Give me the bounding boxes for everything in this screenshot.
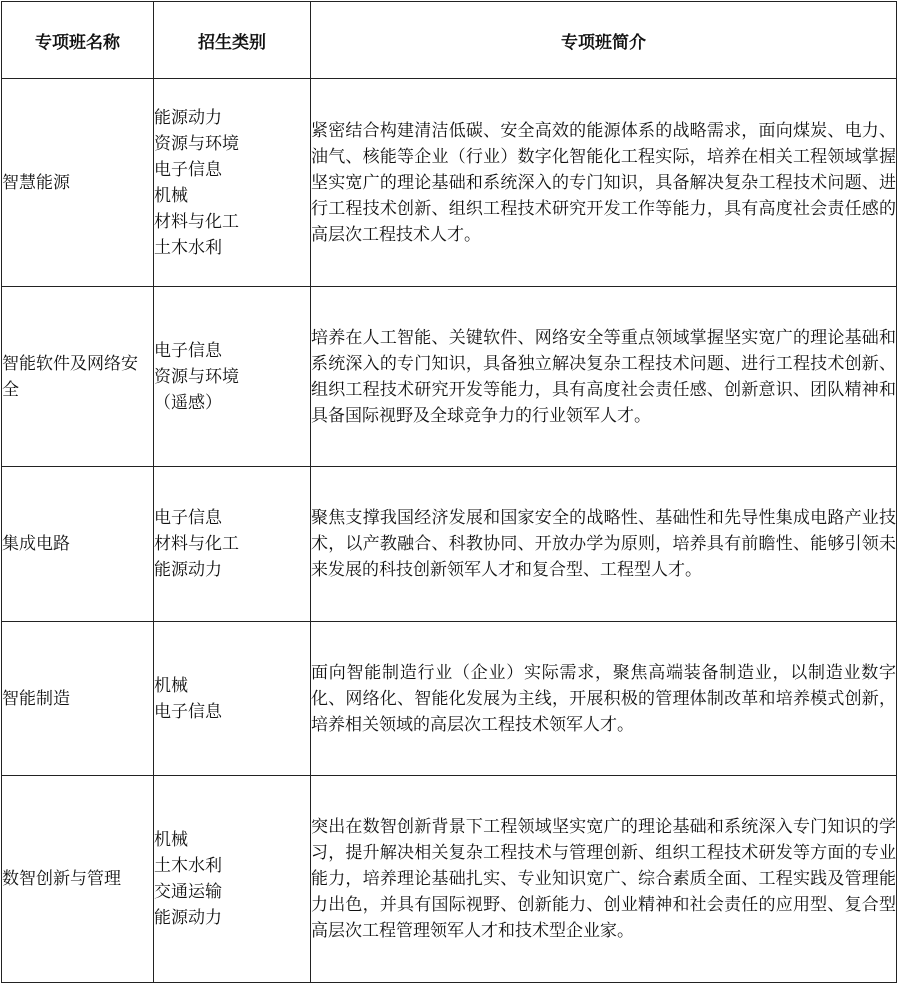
program-description: 突出在数智创新背景下工程领域坚实宽广的理论基础和系统深入专门知识的学习，提升解决相关复杂工程技术与管理创新、组织工程技术研发等方面的专业能力，培养理论基础扎实、专业知识宽广、综合素质全面、工程实践及管理能力出色，并具有国际视野、创新能力、创业精神和社会责任的应用型、复合型高层次工程管理领军人才和技术型企业家。 (311, 776, 897, 983)
category-list (154, 79, 311, 287)
header-program-name: 专项班名称 (2, 2, 154, 79)
table-row (2, 79, 897, 287)
category-list (154, 622, 311, 776)
program-name: 智能制造 (2, 622, 154, 776)
category-item: 材料与化工 (154, 534, 239, 554)
category-list (154, 467, 311, 622)
category-item: 能源动力 (154, 908, 222, 928)
category-list (154, 776, 311, 983)
program-name: 集成电路 (2, 467, 154, 622)
program-description: 紧密结合构建清洁低碳、安全高效的能源体系的战略需求，面向煤炭、电力、油气、核能等企业（行业）数字化智能化工程实际，培养在相关工程领域掌握坚实宽广的理论基础和系统深入的专门知识，具备解决复杂工程技术问题、进行工程技术创新、组织工程技术研究开发工作等能力，具有高度社会责任感的高层次工程技术人才。 (311, 79, 897, 287)
table-row (2, 287, 897, 467)
category-item: 土木水利 (154, 237, 222, 258)
header-enrollment-category: 招生类别 (154, 2, 311, 79)
table-row (2, 622, 897, 776)
category-item: 电子信息 (154, 340, 222, 361)
category-item: 电子信息 (154, 159, 222, 180)
category-item: 交通运输 (154, 882, 222, 902)
category-item: 机械 (154, 830, 188, 850)
category-item: 材料与化工 (154, 211, 239, 232)
category-item: 资源与环境 (154, 366, 239, 387)
category-item: 机械 (154, 185, 188, 206)
category-item: （遥感） (154, 392, 222, 413)
category-item: 电子信息 (154, 701, 222, 722)
program-table (1, 1, 897, 983)
program-description: 聚焦支撑我国经济发展和国家安全的战略性、基础性和先导性集成电路产业技术，以产教融合、科教协同、开放办学为原则，培养具有前瞻性、能够引领未来发展的科技创新领军人才和复合型、工程型人才。 (311, 467, 897, 622)
program-name: 智慧能源 (2, 79, 154, 287)
header-program-intro: 专项班简介 (311, 2, 897, 79)
table-row (2, 467, 897, 622)
category-item: 电子信息 (154, 508, 222, 528)
program-description: 面向智能制造行业（企业）实际需求，聚焦高端装备制造业，以制造业数字化、网络化、智能化发展为主线，开展积极的管理体制改革和培养模式创新，培养相关领域的高层次工程技术领军人才。 (311, 622, 897, 776)
category-item: 资源与环境 (154, 133, 239, 154)
table-row (2, 776, 897, 983)
category-item: 土木水利 (154, 856, 222, 876)
category-list (154, 287, 311, 467)
category-item: 机械 (154, 675, 188, 696)
category-item: 能源动力 (154, 560, 222, 580)
table-header-row (2, 2, 897, 79)
program-description: 培养在人工智能、关键软件、网络安全等重点领域掌握坚实宽广的理论基础和系统深入的专门知识，具备独立解决复杂工程技术问题、进行工程技术创新、组织工程技术研究开发等能力，具有高度社会责任感、创新意识、团队精神和具备国际视野及全球竞争力的行业领军人才。 (311, 287, 897, 467)
program-name: 智能软件及网络安全 (2, 287, 154, 467)
program-name: 数智创新与管理 (2, 776, 154, 983)
category-item: 能源动力 (154, 107, 222, 128)
